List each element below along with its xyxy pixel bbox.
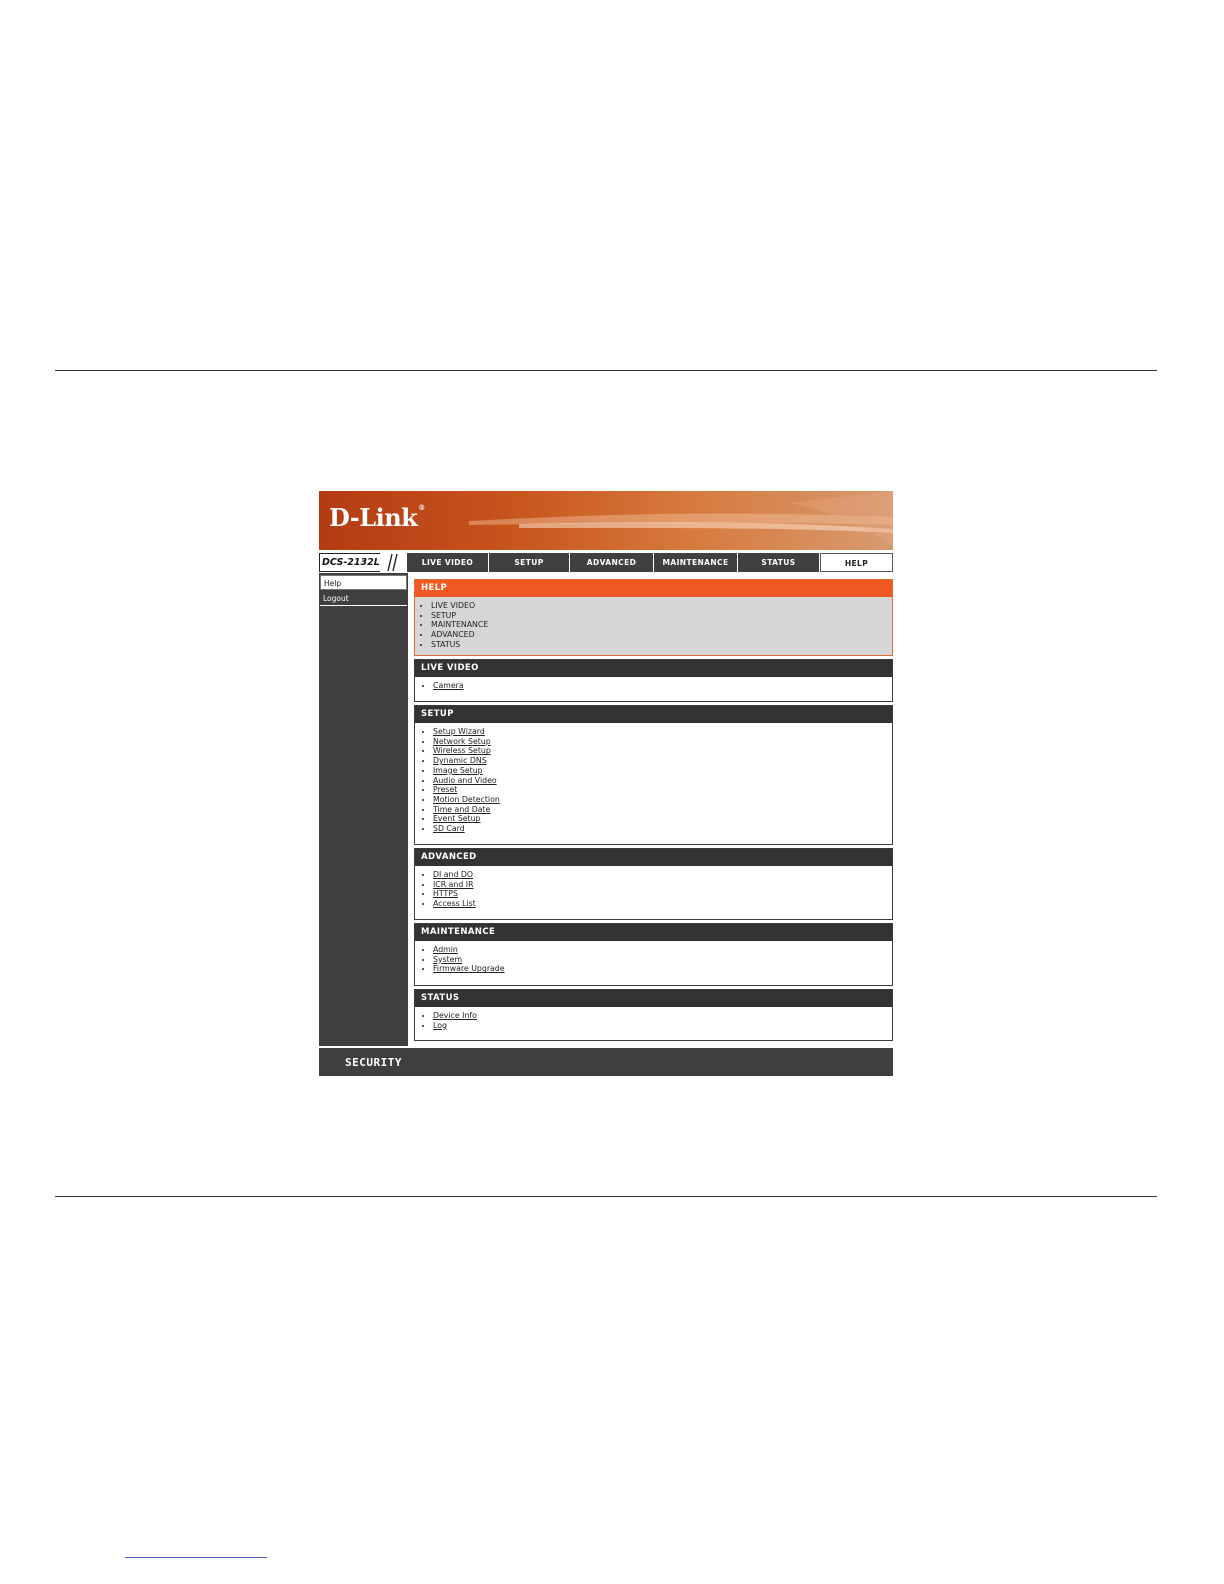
dlink-logo: D-Link® xyxy=(329,503,425,532)
security-footer-label: SECURITY xyxy=(345,1056,402,1069)
page-divider-bottom xyxy=(55,1196,1157,1197)
link-audio-and-video[interactable]: Audio and Video xyxy=(433,775,497,785)
link-https[interactable]: HTTPS xyxy=(433,889,458,899)
link-dynamic-dns[interactable]: Dynamic DNS xyxy=(433,756,487,766)
list-item xyxy=(433,785,892,795)
list-item xyxy=(433,955,892,965)
list-item xyxy=(433,964,892,974)
maintenance-section xyxy=(414,923,893,986)
link-firmware-upgrade[interactable]: Firmware Upgrade xyxy=(433,964,505,974)
tab-status[interactable]: STATUS xyxy=(737,553,819,572)
list-item xyxy=(433,746,892,756)
advanced-section-title: ADVANCED xyxy=(415,849,892,866)
footer-link-underline[interactable] xyxy=(125,1557,267,1558)
list-item xyxy=(433,795,892,805)
setup-section xyxy=(414,705,893,845)
link-time-and-date[interactable]: Time and Date xyxy=(433,804,491,814)
help-topic: • SETUP xyxy=(431,611,892,621)
tab-advanced[interactable]: ADVANCED xyxy=(569,553,653,572)
advanced-link-list xyxy=(415,866,892,909)
link-icr-and-ir[interactable]: ICR and IR xyxy=(433,879,474,889)
list-item xyxy=(433,756,892,766)
list-item xyxy=(433,889,892,899)
link-preset[interactable]: Preset xyxy=(433,785,458,795)
live-video-section-title: LIVE VIDEO xyxy=(415,660,892,677)
link-access-list[interactable]: Access List xyxy=(433,899,476,909)
maintenance-section-title: MAINTENANCE xyxy=(415,924,892,941)
list-item xyxy=(433,824,892,834)
footer-bar xyxy=(319,1048,893,1076)
sidebar-item-logout[interactable]: Logout xyxy=(320,591,407,606)
link-setup-wizard[interactable]: Setup Wizard xyxy=(433,727,485,736)
help-topic-list xyxy=(415,597,892,650)
list-item xyxy=(433,766,892,776)
list-item xyxy=(433,727,892,737)
list-item xyxy=(433,737,892,747)
list-item xyxy=(433,681,892,691)
help-topic: • ADVANCED xyxy=(431,630,892,640)
camera-web-ui xyxy=(319,491,893,1076)
link-motion-detection[interactable]: Motion Detection xyxy=(433,794,500,804)
help-section-title: HELP xyxy=(415,580,892,597)
setup-section-title: SETUP xyxy=(415,706,892,723)
top-nav xyxy=(319,553,893,572)
link-image-setup[interactable]: Image Setup xyxy=(433,765,483,775)
link-log[interactable]: Log xyxy=(433,1020,447,1030)
link-network-setup[interactable]: Network Setup xyxy=(433,736,491,746)
list-item xyxy=(433,880,892,890)
help-section xyxy=(414,579,893,656)
list-item xyxy=(433,945,892,955)
sidebar-item-help[interactable]: Help xyxy=(320,575,407,590)
live-video-section xyxy=(414,659,893,702)
link-camera[interactable]: Camera xyxy=(433,681,464,690)
help-topic: • LIVE VIDEO xyxy=(431,601,892,611)
status-link-list xyxy=(415,1007,892,1030)
link-admin[interactable]: Admin xyxy=(433,945,458,954)
tab-maintenance[interactable]: MAINTENANCE xyxy=(653,553,737,572)
tab-help[interactable]: HELP xyxy=(820,553,893,572)
link-wireless-setup[interactable]: Wireless Setup xyxy=(433,746,491,756)
sidebar xyxy=(319,573,408,1046)
advanced-section xyxy=(414,848,893,920)
link-event-setup[interactable]: Event Setup xyxy=(433,814,481,824)
tab-setup[interactable]: SETUP xyxy=(488,553,569,572)
status-section-title: STATUS xyxy=(415,990,892,1007)
list-item xyxy=(433,805,892,815)
link-device-info[interactable]: Device Info xyxy=(433,1011,477,1020)
link-system[interactable]: System xyxy=(433,954,463,964)
help-topic: • MAINTENANCE xyxy=(431,620,892,630)
tab-live-video[interactable]: LIVE VIDEO xyxy=(406,553,488,572)
slash-divider-icon xyxy=(379,553,405,572)
setup-link-list xyxy=(415,723,892,834)
help-topic: • STATUS xyxy=(431,640,892,650)
header-banner xyxy=(319,491,893,550)
list-item xyxy=(433,899,892,909)
link-sd-card[interactable]: SD Card xyxy=(433,824,465,834)
list-item xyxy=(433,776,892,786)
link-di-and-do[interactable]: DI and DO xyxy=(433,870,474,879)
list-item xyxy=(433,1011,892,1021)
maintenance-link-list xyxy=(415,941,892,974)
list-item xyxy=(433,814,892,824)
live-video-link-list xyxy=(415,677,892,691)
status-section xyxy=(414,989,893,1041)
model-label: DCS-2132L xyxy=(319,553,380,572)
page-divider-top xyxy=(55,370,1157,371)
list-item xyxy=(433,1021,892,1031)
list-item xyxy=(433,870,892,880)
